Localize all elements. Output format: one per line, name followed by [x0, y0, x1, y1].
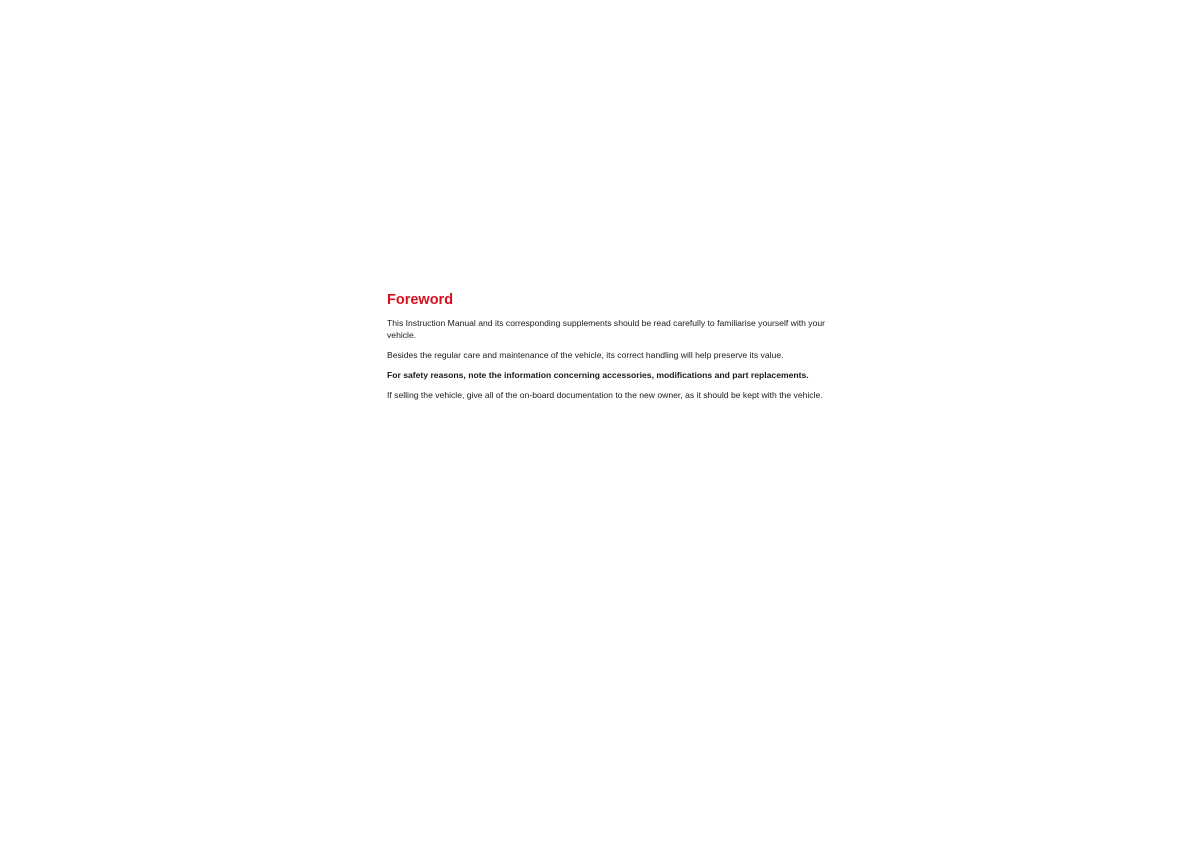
intro-paragraph: This Instruction Manual and its corresponding supplements should be read carefully to familiarise yourself with your vehicle. — [387, 318, 826, 340]
safety-paragraph: For safety reasons, note the information concerning accessories, modifications and part replacements. — [387, 370, 809, 380]
foreword-section — [387, 291, 852, 409]
page-title: Foreword — [387, 292, 454, 308]
selling-paragraph: If selling the vehicle, give all of the on-board documentation to the new owner, as it should be kept with the vehicle. — [387, 390, 823, 400]
care-paragraph: Besides the regular care and maintenance of the vehicle, its correct handling will help preserve its value. — [387, 350, 784, 360]
